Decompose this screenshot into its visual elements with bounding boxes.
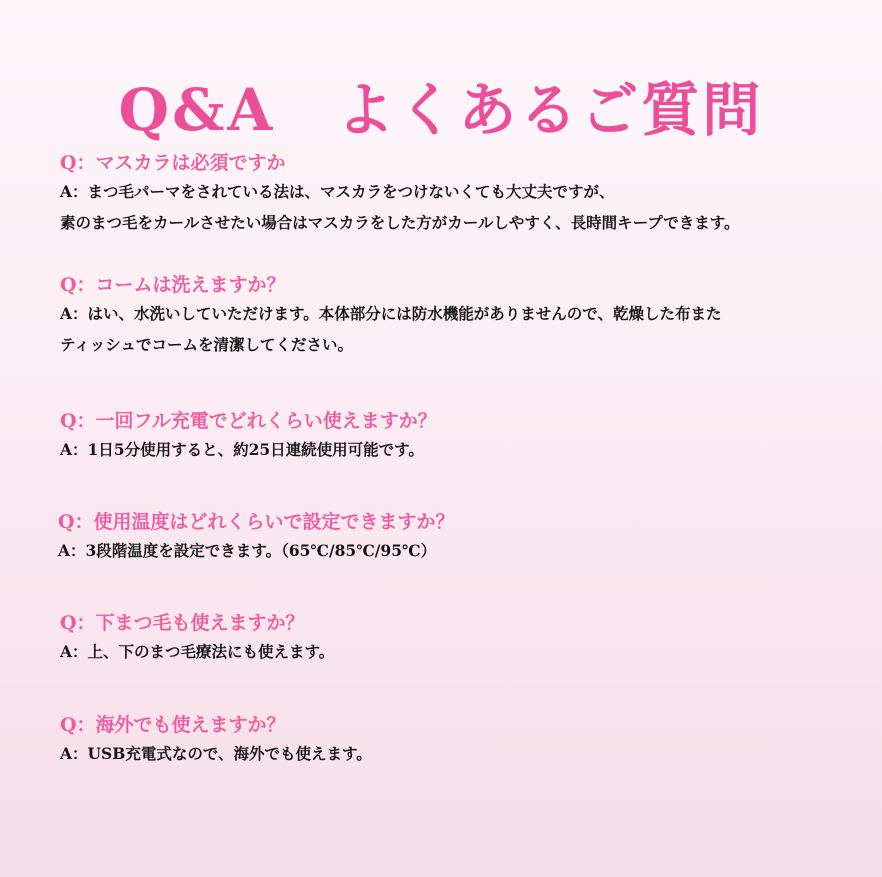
faq-answer-line: A：はい、水洗いしていただけます。本体部分には防水機能がありませんので、乾燥した布また [60,304,722,323]
faq-answer-line: 素のまつ毛をカールさせたい場合はマスカラをした方がカールしやすく、長時間キープできます。 [60,213,740,232]
faq-answer-line: A：1日5分使用すると、約25日連続使用可能です。 [60,440,424,459]
faq-question: Q：使用温度はどれくらいで設定できますか？ [58,511,455,533]
faq-answer-line: A：上、下のまつ毛療法にも使えます。 [60,642,335,661]
faq-question: Q：コームは洗えますか？ [60,274,286,296]
faq-answer-line: A：まつ毛パーマをされている法は、マスカラをつけないくても大丈夫ですが、 [60,182,615,201]
faq-item [60,408,860,465]
faq-question: Q：マスカラは必須ですか [60,152,286,174]
faq-item [60,272,860,360]
faq-answer-line: A：3段階温度を設定できます。（65℃/85℃/95℃） [58,541,437,560]
faq-question: Q：一回フル充電でどれくらい使えますか？ [60,410,437,432]
faq-question: Q：下まつ毛も使えますか？ [60,612,305,634]
faq-item [60,150,860,238]
faq-item [60,610,860,667]
faq-item [60,712,860,769]
faq-answer-line: ティッシュでコームを清潔してください。 [60,335,353,354]
faq-answer-line: A：USB充電式なので、海外でも使えます。 [60,744,372,763]
page-title: Q&A よくあるご質問 [118,75,764,144]
faq-question: Q：海外でも使えますか？ [60,714,286,736]
faq-item [58,509,858,566]
